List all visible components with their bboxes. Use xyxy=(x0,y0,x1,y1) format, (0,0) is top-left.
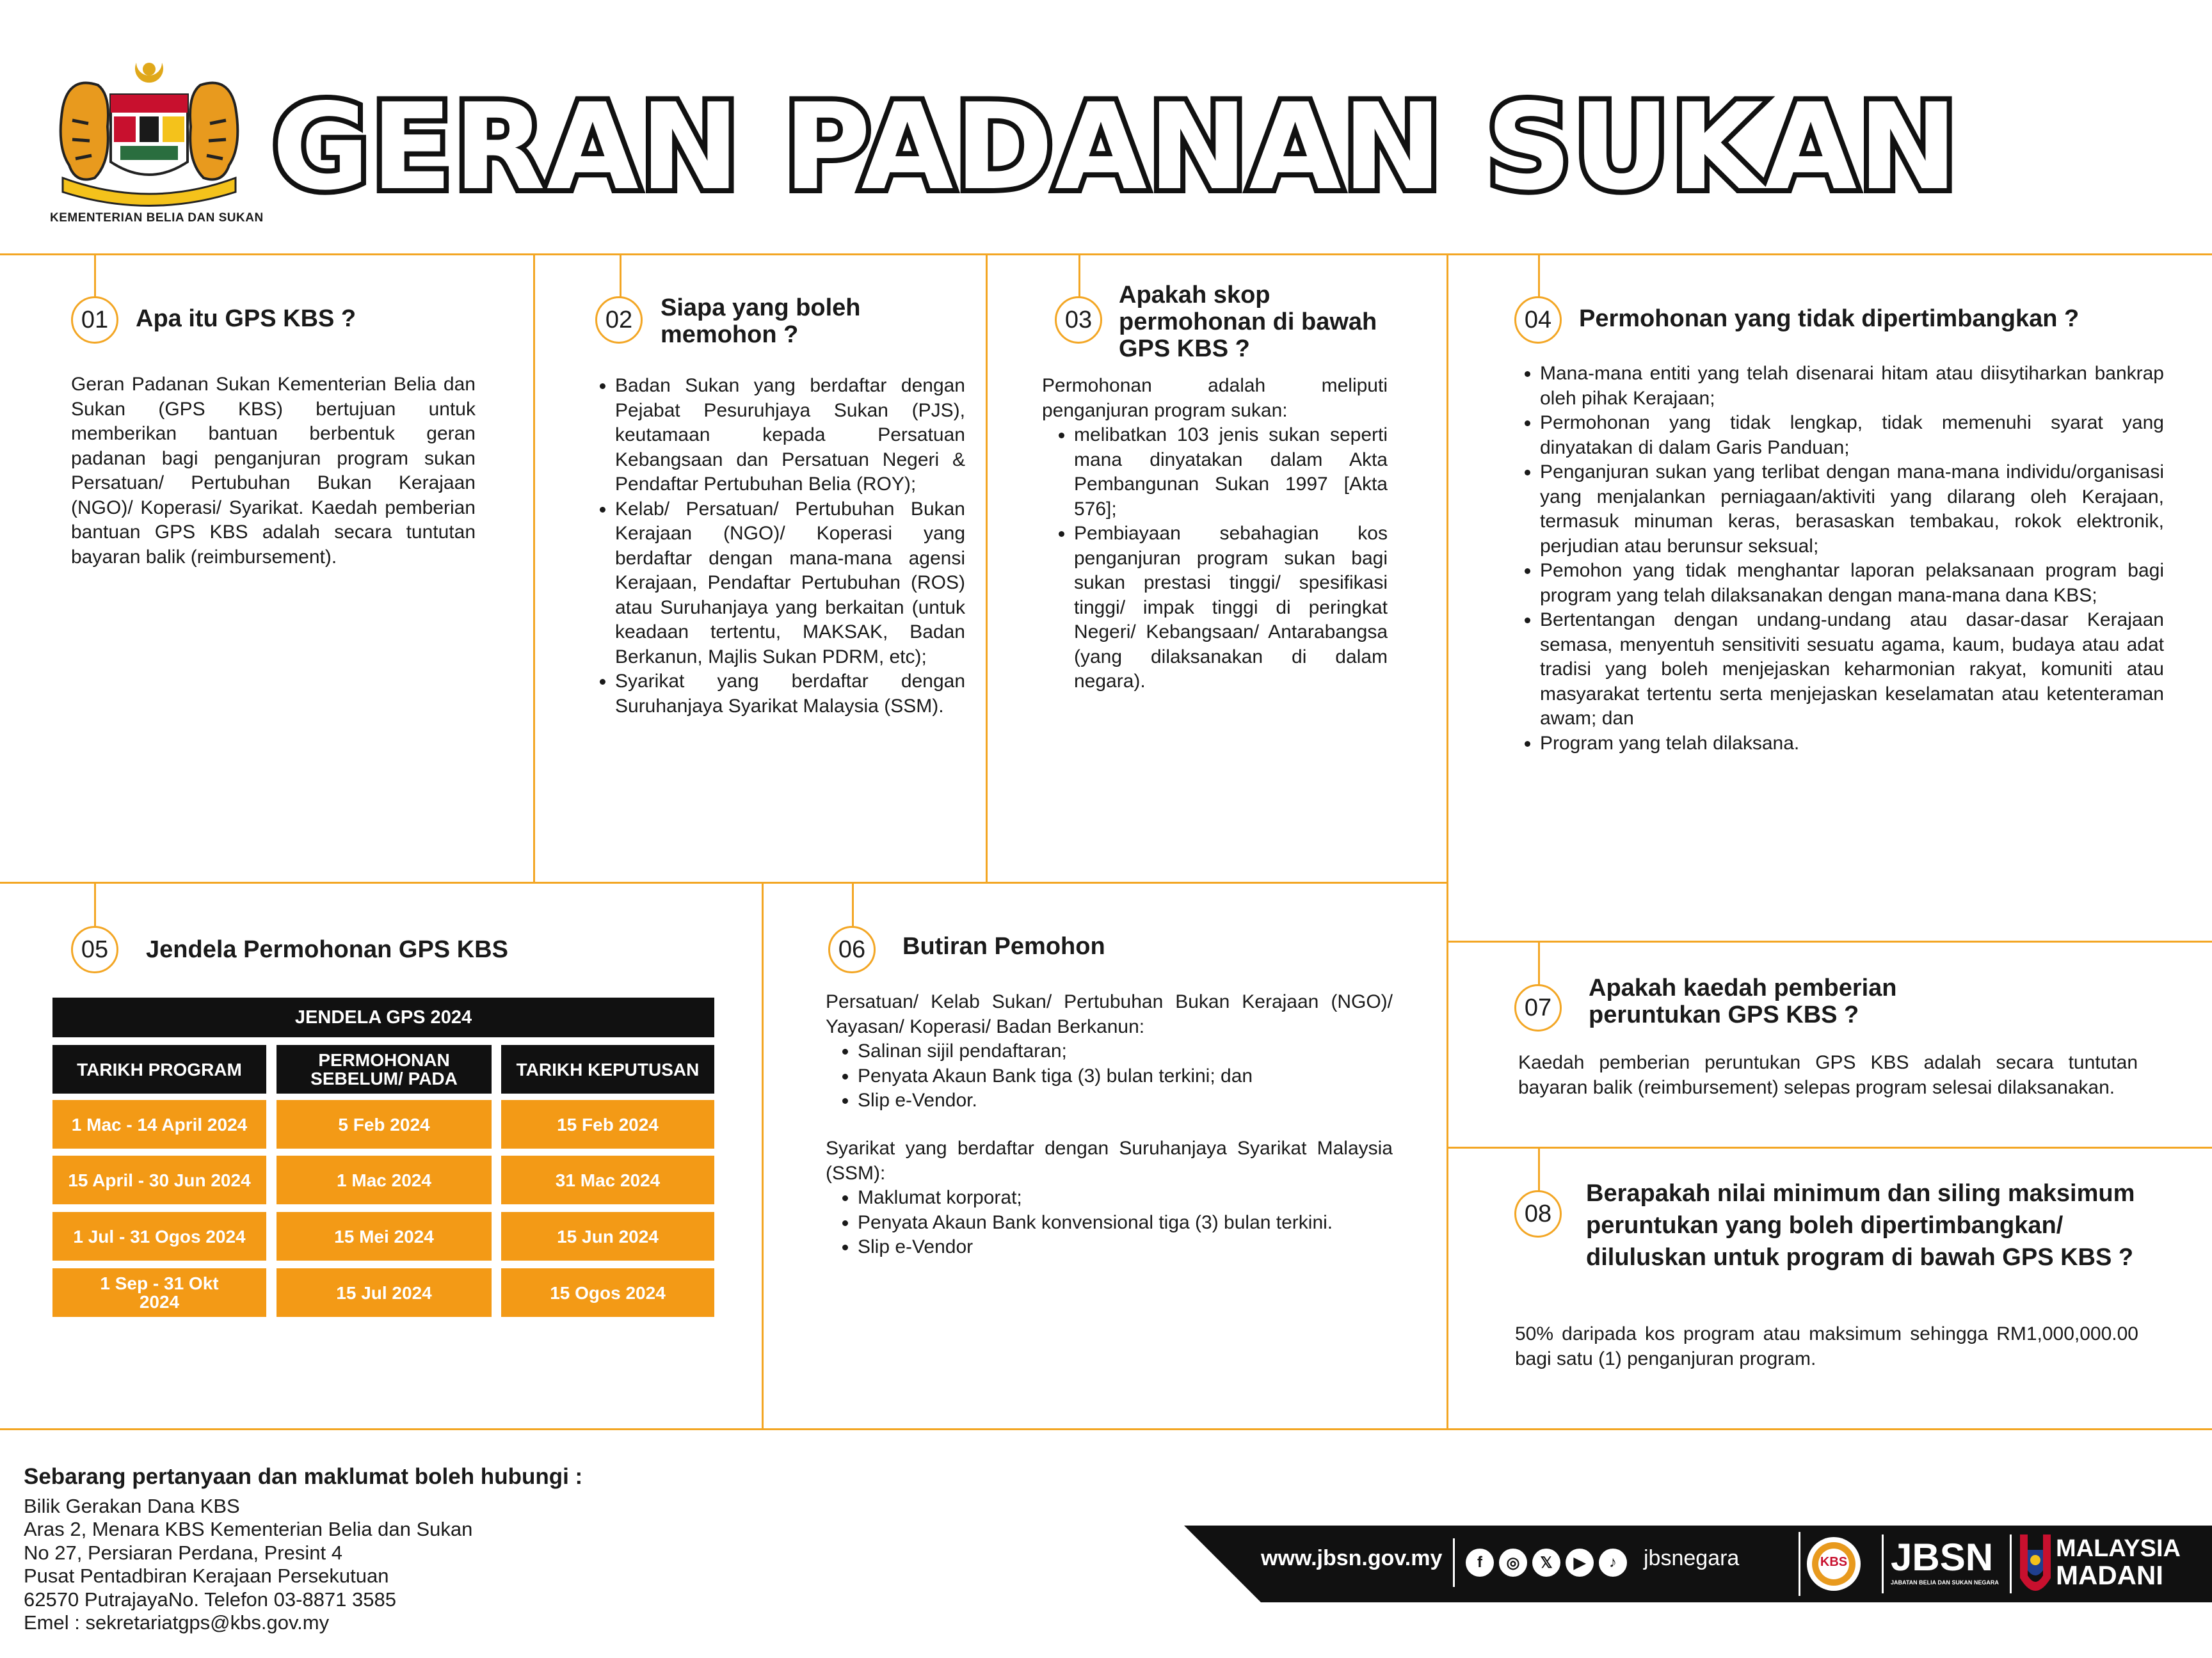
connector-01 xyxy=(94,255,96,298)
section-title-01: Apa itu GPS KBS ? xyxy=(136,305,357,332)
table-cell: 1 Sep - 31 Okt 2024 xyxy=(52,1268,266,1317)
section-title-03: Apakah skop permohonan di bawah GPS KBS ? xyxy=(1119,282,1377,362)
table-cell: 1 Mac - 14 April 2024 xyxy=(52,1100,266,1149)
section-number-06: 06 xyxy=(828,926,876,973)
jbsn-logo: JBSN xyxy=(1891,1536,1994,1579)
section-title-08: Berapakah nilai minimum dan siling maksimum peruntukan yang boleh dipertimbangkan/ diluluskan untuk program di bawah GPS KBS ? xyxy=(1586,1180,2135,1271)
madani-line-2: MADANI xyxy=(2056,1560,2163,1590)
website-link[interactable]: www.jbsn.gov.my xyxy=(1261,1546,1443,1570)
x-icon[interactable]: 𝕏 xyxy=(1532,1549,1560,1577)
section-title-05: Jendela Permohonan GPS KBS xyxy=(146,936,508,963)
ministry-crest xyxy=(50,50,248,210)
connector-02 xyxy=(620,255,621,298)
divider-v2 xyxy=(986,253,988,882)
contact-heading: Sebarang pertanyaan dan maklumat boleh hubungi : xyxy=(24,1464,583,1489)
tiktok-icon[interactable]: ♪ xyxy=(1599,1549,1627,1577)
instagram-icon[interactable]: ◎ xyxy=(1499,1549,1527,1577)
list-item: • Pembiayaan sebahagian kos penganjuran program sukan bagi sukan prestasi tinggi/ spesifikasi tinggi/ impak tinggi di peringkat Negeri/ Kebangsaan/ Antarabangsa (yang dilaksanakan di dalam negara). xyxy=(1074,522,1388,694)
youtube-icon[interactable]: ▶ xyxy=(1566,1549,1594,1577)
kbs-logo-text: KBS xyxy=(1820,1555,1848,1569)
section-title-02: Siapa yang boleh memohon ? xyxy=(661,294,861,348)
list-item: • Pemohon yang tidak menghantar laporan pelaksanaan program bagi program yang telah dilaksanakan dengan mana-mana dana KBS; xyxy=(1540,559,2164,608)
contact-line: No 27, Persiaran Perdana, Presint 4 xyxy=(24,1542,342,1564)
section-number-02: 02 xyxy=(595,296,643,344)
table-caption: JENDELA GPS 2024 xyxy=(52,998,714,1037)
contact-email[interactable]: Emel : sekretariatgps@kbs.gov.my xyxy=(24,1611,330,1634)
list-item: • Program yang telah dilaksana. xyxy=(1540,731,2164,756)
madani-line-1: MALAYSIA xyxy=(2056,1535,2181,1562)
section-number-03: 03 xyxy=(1055,296,1102,344)
list-item: • Slip e-Vendor xyxy=(858,1235,1393,1260)
list-item: • Penganjuran sukan yang terlibat dengan mana-mana individu/organisasi yang menjalankan perniagaan/aktiviti yang dilarang oleh Kerajaan, termasuk minuman keras, berasaskan tembakau, rokok elektronik, perjudian atau berunsur seksual; xyxy=(1540,460,2164,559)
social-handle[interactable]: jbsnegara xyxy=(1644,1546,1740,1570)
jbsn-subtitle: JABATAN BELIA DAN SUKAN NEGARA xyxy=(1891,1579,1999,1586)
section-number-05: 05 xyxy=(71,926,118,973)
connector-03 xyxy=(1078,255,1080,298)
section-body-07: Kaedah pemberian peruntukan GPS KBS adalah secara tuntutan bayaran balik (reimbursement) selepas program selesai dilaksanakan. xyxy=(1518,1052,2138,1098)
divider-bottom xyxy=(0,1428,2212,1430)
table-header: TARIKH PROGRAM xyxy=(52,1045,266,1094)
list-item: • Penyata Akaun Bank tiga (3) bulan terkini; dan xyxy=(858,1064,1393,1089)
table-cell: 15 Feb 2024 xyxy=(501,1100,714,1149)
page-title: GERAN PADANAN SUKAN xyxy=(272,77,1959,216)
divider-v1 xyxy=(533,253,535,882)
table-cell: 15 Ogos 2024 xyxy=(501,1268,714,1317)
section-body-08: 50% daripada kos program atau maksimum sehingga RM1,000,000.00 bagi satu (1) penganjuran program. xyxy=(1515,1323,2138,1369)
table-cell: 15 Mei 2024 xyxy=(276,1212,492,1261)
section-intro-06b: Syarikat yang berdaftar dengan Suruhanjaya Syarikat Malaysia (SSM): xyxy=(826,1138,1393,1184)
contact-line: Aras 2, Menara KBS Kementerian Belia dan Sukan xyxy=(24,1518,473,1540)
list-item: • Salinan sijil pendaftaran; xyxy=(858,1039,1393,1064)
list-item: • Badan Sukan yang berdaftar dengan Pejabat Pesuruhjaya Sukan (PJS), keutamaan kepada Persatuan Kebangsaan dan Persatuan Negeri & Pendaftar Pertubuhan Belia (ROY); xyxy=(615,374,965,497)
table-header: TARIKH KEPUTUSAN xyxy=(501,1045,714,1094)
section-number-07: 07 xyxy=(1514,984,1562,1032)
documents-list-ngo xyxy=(826,1039,1393,1113)
connector-05 xyxy=(94,884,96,926)
table-header: PERMOHONAN SEBELUM/ PADA xyxy=(276,1045,492,1094)
list-item: • Slip e-Vendor. xyxy=(858,1088,1393,1113)
list-item: • Penyata Akaun Bank konvensional tiga (3) bulan terkini. xyxy=(858,1211,1393,1236)
kbs-logo xyxy=(1799,1534,1869,1593)
list-item: • Permohonan yang tidak lengkap, tidak memenuhi syarat yang dinyatakan di dalam Garis Panduan; xyxy=(1540,411,2164,460)
ministry-name: KEMENTERIAN BELIA DAN SUKAN xyxy=(50,211,264,225)
section-title-06: Butiran Pemohon xyxy=(902,933,1105,960)
list-item: • melibatkan 103 jenis sukan seperti mana dinyatakan dalam Akta Pembangunan Sukan 1997 [Akta 576]; xyxy=(1074,423,1388,522)
list-item: • Mana-mana entiti yang telah disenarai hitam atau diisytiharkan bankrap oleh pihak Kerajaan; xyxy=(1540,362,2164,411)
section-body-01: Geran Padanan Sukan Kementerian Belia dan Sukan (GPS KBS) bertujuan untuk memberikan bantuan berbentuk geran padanan bagi penganjuran program sukan Persatuan/ Pertubuhan Bukan Kerajaan (NGO)/ Koperasi/ Syarikat. Kaedah pemberian bantuan GPS KBS adalah secara tuntutan bayaran balik (reimbursement). xyxy=(71,374,476,568)
contact-line: Bilik Gerakan Dana KBS xyxy=(24,1495,240,1517)
divider-v4 xyxy=(762,882,764,1430)
contact-line: 62570 PutrajayaNo. Telefon 03-8871 3585 xyxy=(24,1588,396,1611)
madani-emblem xyxy=(2017,1531,2053,1597)
table-cell: 5 Feb 2024 xyxy=(276,1100,492,1149)
connector-07 xyxy=(1538,943,1540,985)
scope-list xyxy=(1042,423,1388,694)
banner-divider xyxy=(1882,1534,1884,1593)
connector-06 xyxy=(852,884,854,926)
table-cell: 1 Jul - 31 Ogos 2024 xyxy=(52,1212,266,1261)
exclusion-list xyxy=(1508,362,2164,756)
connector-08 xyxy=(1538,1149,1540,1191)
divider-right-1 xyxy=(1447,941,2212,943)
documents-list-company xyxy=(826,1186,1393,1260)
section-number-01: 01 xyxy=(71,296,118,344)
section-intro-03: Permohonan adalah meliputi penganjuran program sukan: xyxy=(1042,375,1388,421)
divider-top xyxy=(0,253,2212,255)
section-intro-06a: Persatuan/ Kelab Sukan/ Pertubuhan Bukan Kerajaan (NGO)/ Yayasan/ Koperasi/ Badan Berkanun: xyxy=(826,991,1393,1037)
divider-v3 xyxy=(1447,253,1448,1430)
table-cell: 31 Mac 2024 xyxy=(501,1156,714,1204)
table-cell: 15 Jul 2024 xyxy=(276,1268,492,1317)
list-item: • Kelab/ Persatuan/ Pertubuhan Bukan Kerajaan (NGO)/ Koperasi yang berdaftar dengan mana-mana agensi Kerajaan, Pendaftar Pertubuhan (ROS) atau Suruhanjaya yang berkaitan (untuk keadaan tertentu, MAKSAK, Badan Berkanun, Majlis Sukan PDRM, etc); xyxy=(615,497,965,670)
section-title-04: Permohonan yang tidak dipertimbangkan ? xyxy=(1579,305,2080,332)
connector-04 xyxy=(1538,255,1540,298)
list-item: • Syarikat yang berdaftar dengan Suruhanjaya Syarikat Malaysia (SSM). xyxy=(615,669,965,719)
divider-mid xyxy=(0,882,1448,884)
footer-banner xyxy=(1184,1526,2212,1602)
list-item: • Bertentangan dengan undang-undang atau dasar-dasar Kerajaan semasa, menyentuh sensitiviti sesuatu agama, kaum, budaya atau adat tradisi yang boleh menjejaskan keharmonian rakyat, komuniti atau masyarakat tertentu serta menjejaskan keselamatan atau ketenteraman awam; dan xyxy=(1540,608,2164,731)
table-cell: 15 April - 30 Jun 2024 xyxy=(52,1156,266,1204)
table-cell: 15 Jun 2024 xyxy=(501,1212,714,1261)
social-icons xyxy=(1466,1549,1632,1577)
facebook-icon[interactable]: f xyxy=(1466,1549,1494,1577)
section-title-07: Apakah kaedah pemberian peruntukan GPS KBS ? xyxy=(1589,975,1897,1028)
banner-divider xyxy=(1453,1538,1455,1587)
list-item: • Maklumat korporat; xyxy=(858,1186,1393,1211)
section-number-08: 08 xyxy=(1514,1190,1562,1238)
eligibility-list xyxy=(583,374,965,719)
banner-divider xyxy=(2010,1534,2012,1593)
contact-line: Pusat Pentadbiran Kerajaan Persekutuan xyxy=(24,1565,389,1587)
table-cell: 1 Mac 2024 xyxy=(276,1156,492,1204)
divider-right-2 xyxy=(1447,1147,2212,1149)
section-number-04: 04 xyxy=(1514,296,1562,344)
